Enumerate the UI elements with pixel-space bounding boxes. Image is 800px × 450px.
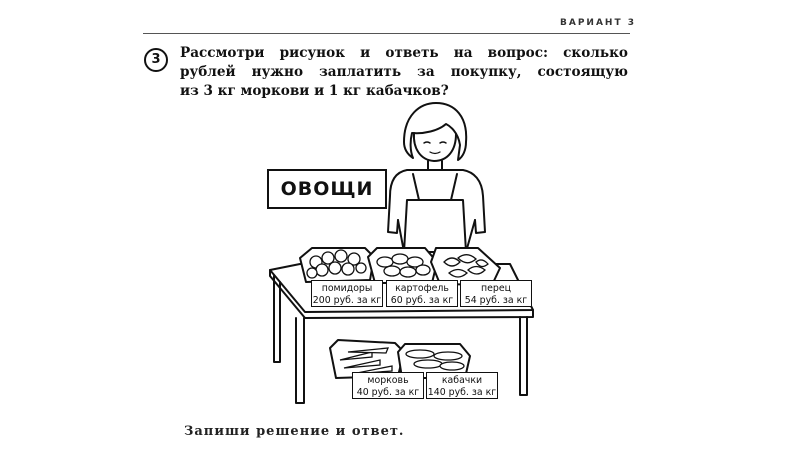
- price-tag-zucchini: [426, 372, 498, 399]
- question-number: 3: [144, 48, 168, 72]
- table-leg-front-right: [520, 317, 527, 395]
- product-price: 60 руб. за кг: [390, 295, 454, 306]
- seller-hair: [404, 103, 466, 160]
- seller-face: [414, 133, 456, 161]
- product-name: кабачки: [441, 375, 483, 386]
- price-tag-pepper: [460, 280, 532, 307]
- price-tag-potatoes: [386, 280, 458, 307]
- product-price: 200 руб. за кг: [312, 295, 382, 306]
- price-tag-carrots: [352, 372, 424, 399]
- product-price: 140 руб. за кг: [427, 387, 497, 398]
- table-leg-front-left: [296, 318, 304, 403]
- product-name: помидоры: [321, 283, 373, 294]
- variant-header: ВАРИАНТ 3: [560, 18, 636, 28]
- product-name: перец: [481, 283, 511, 294]
- product-name: морковь: [367, 375, 409, 386]
- table-leg-back-left: [274, 276, 280, 362]
- question-line-1: Рассмотри рисунок и ответь на вопрос: сколько: [180, 45, 628, 61]
- seller-body: [388, 170, 485, 233]
- product-price: 40 руб. за кг: [356, 387, 420, 398]
- answer-instruction: Запиши решение и ответ.: [184, 424, 405, 439]
- question-line-2: рублей нужно заплатить за покупку, состоящую: [180, 64, 628, 80]
- price-tag-tomatoes: [311, 280, 383, 307]
- vegetables-sign: ОВОЩИ: [267, 169, 387, 209]
- question-line-3: из 3 кг моркови и 1 кг кабачков?: [180, 83, 449, 99]
- product-price: 54 руб. за кг: [464, 295, 528, 306]
- product-name: картофель: [395, 283, 449, 294]
